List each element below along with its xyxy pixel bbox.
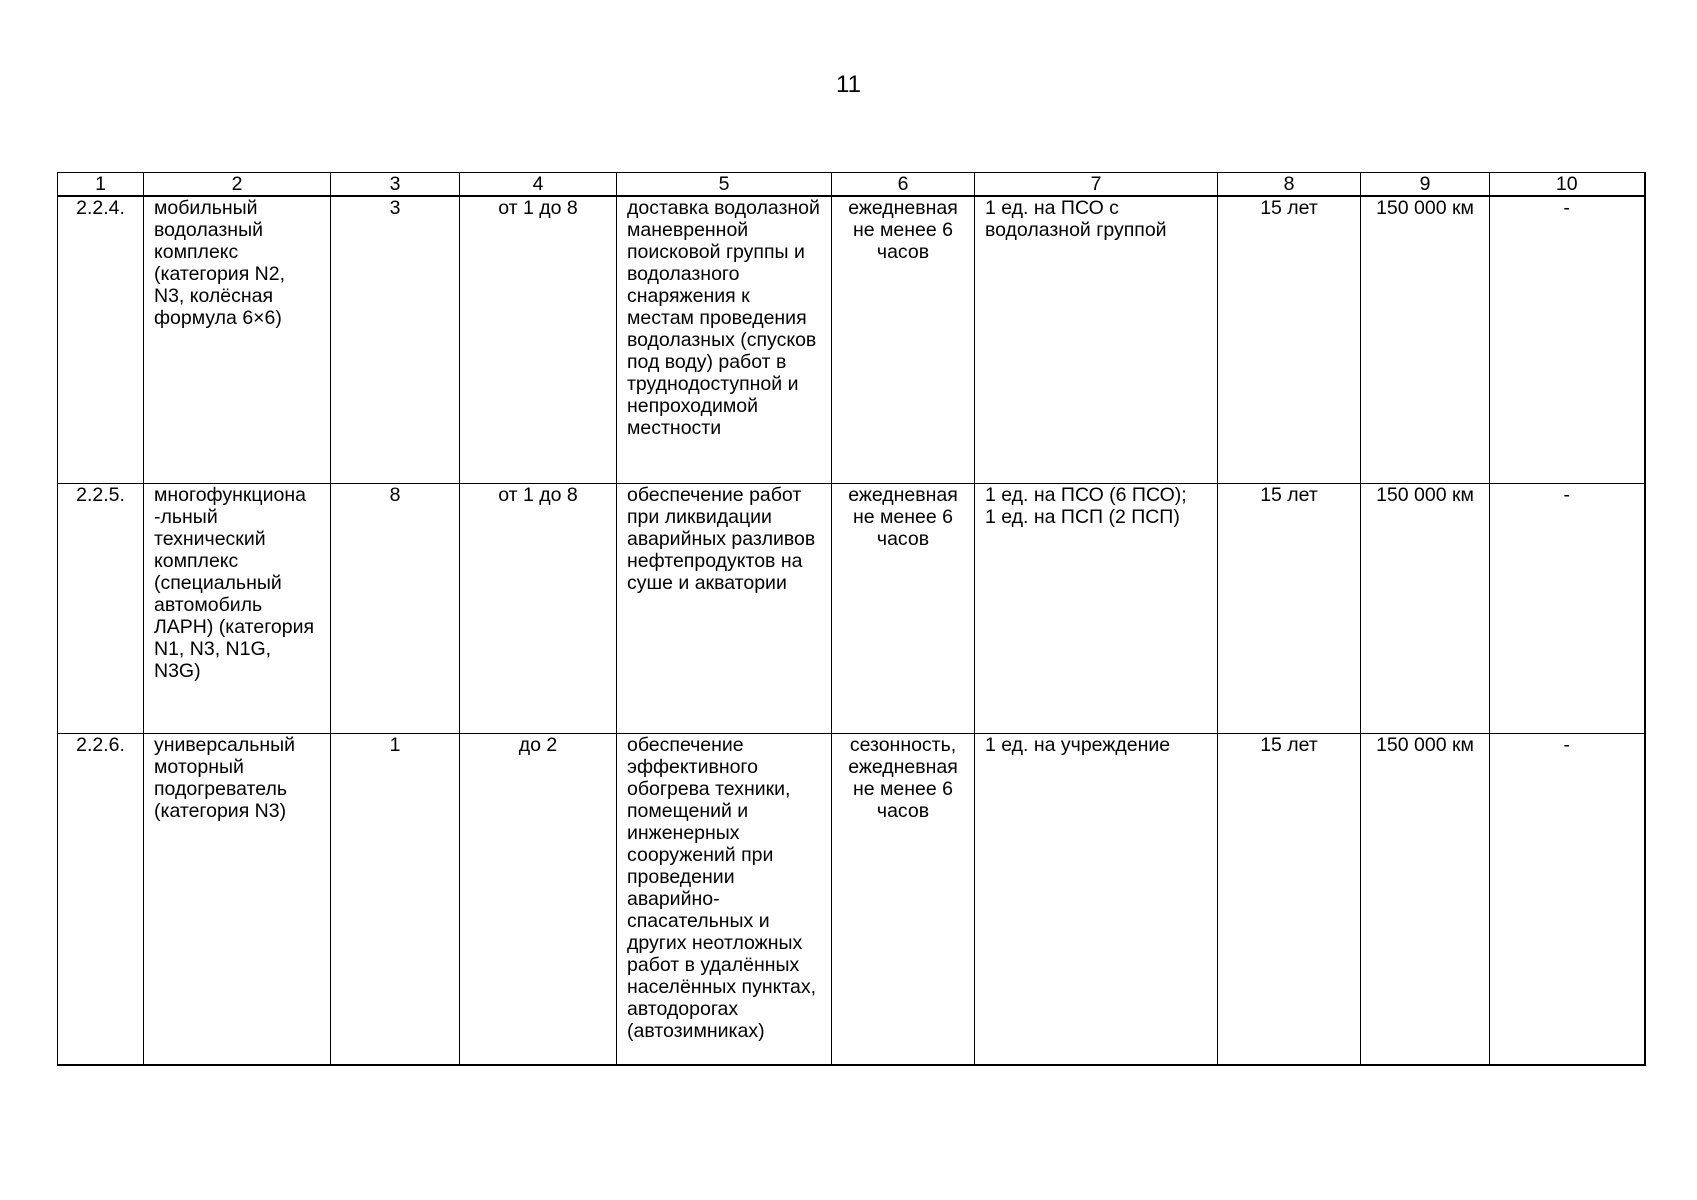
row-number-cell: 2.2.4. — [58, 196, 144, 484]
name-cell: многофункциона -льный технический комплекс (специальный автомобиль ЛАРН) (категория N1, N3, N1G, N3G) — [144, 484, 331, 734]
column-header: 9 — [1361, 173, 1490, 197]
column-header: 10 — [1490, 173, 1645, 197]
name-cell: универсальный моторный подогреватель (категория N3) — [144, 734, 331, 1066]
note-cell: - — [1490, 196, 1645, 484]
mileage-cell: 150 000 км — [1361, 484, 1490, 734]
column-header: 7 — [975, 173, 1218, 197]
column-header: 3 — [331, 173, 460, 197]
quantity-cell: 1 — [331, 734, 460, 1066]
purpose-cell: доставка водолазной маневренной поисковой группы и водолазного снаряжения к местам проведения водолазных (спусков под воду) работ в труднодоступной и непроходимой местности — [617, 196, 832, 484]
column-header: 2 — [144, 173, 331, 197]
norm-cell: 1 ед. на учреждение — [975, 734, 1218, 1066]
table-row — [58, 734, 1645, 1066]
norm-cell: 1 ед. на ПСО (6 ПСО); 1 ед. на ПСП (2 ПСП) — [975, 484, 1218, 734]
range-cell: от 1 до 8 — [460, 484, 617, 734]
quantity-cell: 3 — [331, 196, 460, 484]
name-cell: мобильный водолазный комплекс (категория N2, N3, колёсная формула 6×6) — [144, 196, 331, 484]
column-number-row — [58, 173, 1645, 197]
note-cell: - — [1490, 484, 1645, 734]
column-header: 1 — [58, 173, 144, 197]
column-header: 8 — [1218, 173, 1361, 197]
range-cell: до 2 — [460, 734, 617, 1066]
column-header: 6 — [832, 173, 975, 197]
term-cell: 15 лет — [1218, 734, 1361, 1066]
column-header: 4 — [460, 173, 617, 197]
mode-cell: ежедневная не менее 6 часов — [832, 484, 975, 734]
table-row — [58, 484, 1645, 734]
purpose-cell: обеспечение эффективного обогрева техники, помещений и инженерных сооружений при проведении аварийно- спасательных и других неотложных работ в удалённых населённых пунктах, автодорогах (автозимниках) — [617, 734, 832, 1066]
term-cell: 15 лет — [1218, 484, 1361, 734]
page-number: 11 — [836, 71, 861, 98]
row-number-cell: 2.2.5. — [58, 484, 144, 734]
table-row — [58, 196, 1645, 484]
mileage-cell: 150 000 км — [1361, 196, 1490, 484]
equipment-table — [57, 172, 1646, 1066]
mileage-cell: 150 000 км — [1361, 734, 1490, 1066]
norm-cell: 1 ед. на ПСО с водолазной группой — [975, 196, 1218, 484]
column-header: 5 — [617, 173, 832, 197]
purpose-cell: обеспечение работ при ликвидации аварийных разливов нефтепродуктов на суше и акватории — [617, 484, 832, 734]
mode-cell: ежедневная не менее 6 часов — [832, 196, 975, 484]
mode-cell: сезонность, ежедневная не менее 6 часов — [832, 734, 975, 1066]
quantity-cell: 8 — [331, 484, 460, 734]
row-number-cell: 2.2.6. — [58, 734, 144, 1066]
range-cell: от 1 до 8 — [460, 196, 617, 484]
term-cell: 15 лет — [1218, 196, 1361, 484]
note-cell: - — [1490, 734, 1645, 1066]
